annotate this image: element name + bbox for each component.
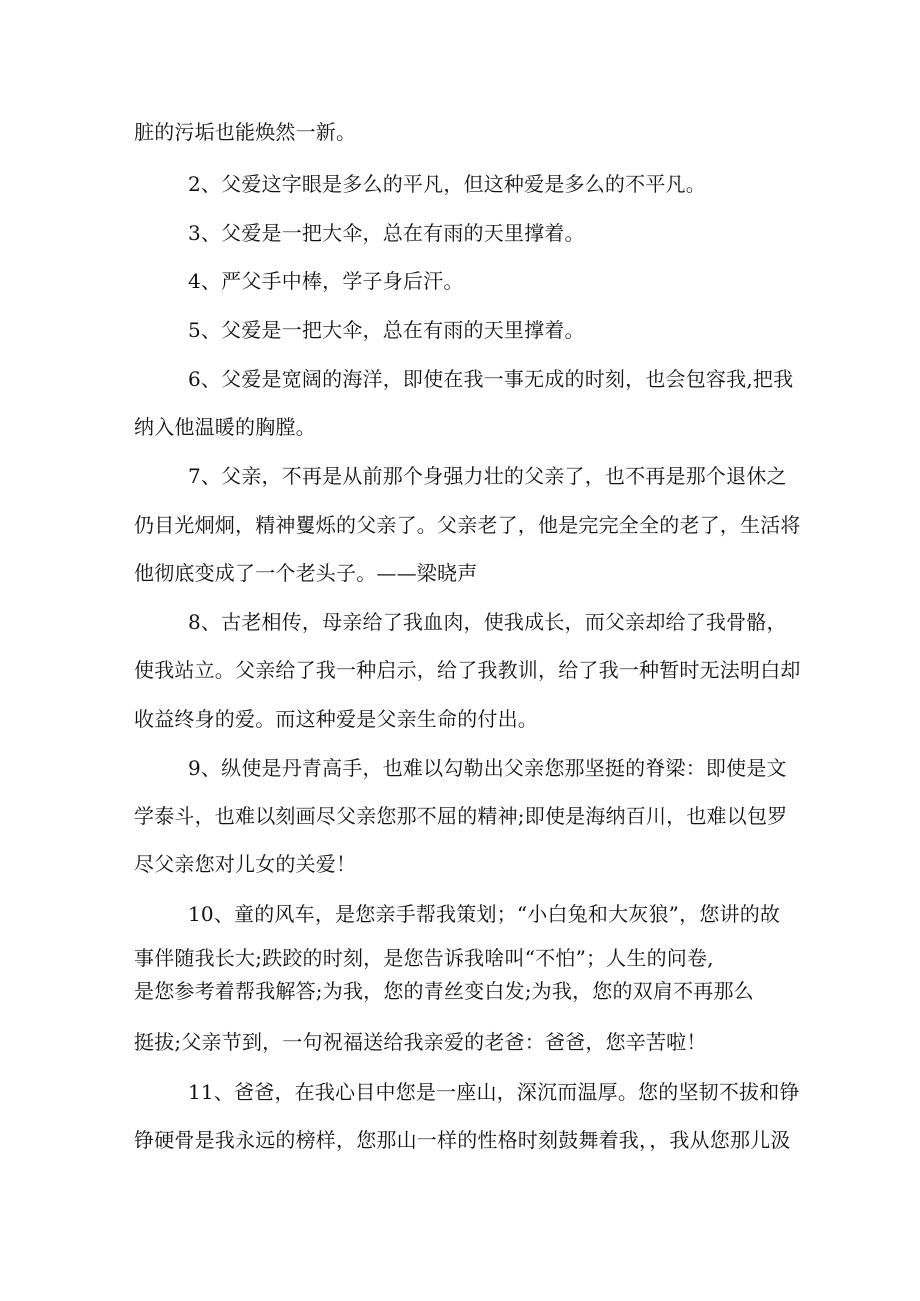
text-line: 11、爸爸，在我心目中您是一座山，深沉而温厚。您的坚韧不拔和铮 (188, 1080, 800, 1104)
text-line: 学泰斗，也难以刻画尽父亲您那不屈的精神;即使是海纳百川，也难以包罗 (134, 804, 788, 828)
text-line: 9、纵使是丹青高手，也难以勾勒出父亲您那坚挺的脊梁：即使是文 (188, 756, 787, 780)
text-line: 3、父爱是一把大伞，总在有雨的天里撑着。 (188, 221, 585, 245)
text-line: 5、父爱是一把大伞，总在有雨的天里撑着。 (188, 318, 585, 342)
text-line: 仍目光炯炯，精神矍烁的父亲了。父亲老了，他是完完全全的老了，生活将 (134, 513, 801, 537)
text-line: 收益终身的爱。而这种爱是父亲生命的付出。 (134, 707, 538, 731)
text-line: 脏的污垢也能焕然一新。 (134, 120, 357, 144)
text-line: 事伴随我长大;跌跤的时刻，是您告诉我啥叫“不怕”；人生的问卷, (134, 946, 714, 970)
text-line: 10、童的风车，是您亲手帮我策划；“小白兔和大灰狼”，您讲的故 (188, 902, 781, 926)
text-line: 7、父亲，不再是从前那个身强力壮的父亲了，也不再是那个退休之 (188, 464, 787, 488)
text-line: 是您参考着帮我解答;为我，您的青丝变白发;为我，您的双肩不再那么 (134, 979, 754, 1003)
text-line: 他彻底变成了一个老头子。——梁晓声 (134, 561, 478, 585)
text-line: 8、古老相传，母亲给了我血肉，使我成长，而父亲却给了我骨骼， (188, 610, 787, 634)
text-line: 2、父爱这字眼是多么的平凡，但这种爱是多么的不平凡。 (188, 172, 706, 196)
text-line: 使我站立。父亲给了我一种启示，给了我教训，给了我一种暂时无法明白却 (134, 658, 801, 682)
text-line: 4、严父手中棒，学子身后汗。 (188, 269, 464, 293)
text-line: 挺拔;父亲节到，一句祝福送给我亲爱的老爸：爸爸，您辛苦啦！ (134, 1030, 707, 1054)
text-line: 纳入他温暖的胸膛。 (134, 415, 316, 439)
text-line: 铮硬骨是我永远的榜样，您那山一样的性格时刻鼓舞着我，，我从您那儿汲 (134, 1128, 791, 1152)
text-line: 6、父爱是宽阔的海洋，即使在我一事无成的时刻，也会包容我,把我 (188, 367, 794, 391)
text-line: 尽父亲您对儿女的关爱！ (134, 852, 357, 876)
